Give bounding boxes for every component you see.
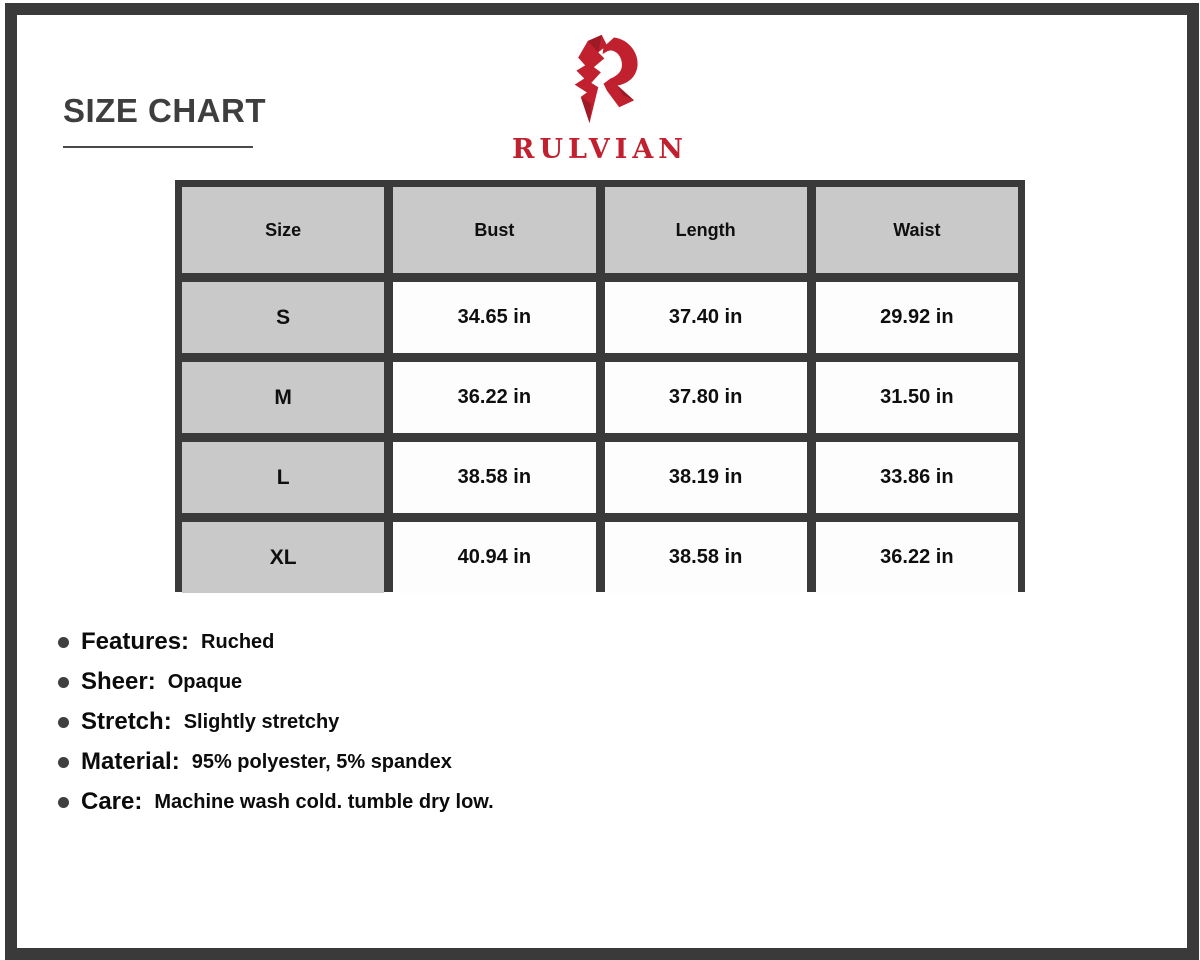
bust-value-cell: 36.22 in [393,362,595,433]
detail-value: Slightly stretchy [183,710,340,733]
waist-value-cell: 29.92 in [816,282,1018,353]
length-value-cell: 38.58 in [605,522,807,593]
length-value-cell: 37.40 in [605,282,807,353]
list-item [58,662,494,702]
detail-label: Stretch: [81,708,172,735]
bullet-icon [58,717,69,728]
size-label-cell: M [182,362,384,433]
column-header-size: Size [182,187,384,273]
list-item [58,742,494,782]
length-value-cell: 37.80 in [605,362,807,433]
column-header-waist: Waist [816,187,1018,273]
detail-label: Sheer: [81,668,156,695]
title-underline [63,146,253,148]
column-header-bust: Bust [393,187,595,273]
size-label-cell: S [182,282,384,353]
detail-value: Opaque [167,670,243,693]
brand-wordmark: RULVIAN [512,134,688,165]
bullet-icon [58,637,69,648]
size-label-cell: XL [182,522,384,593]
detail-label: Care: [81,788,143,815]
size-chart-header [63,92,266,148]
size-chart-table [175,180,1025,592]
size-label-cell: L [182,442,384,513]
detail-value: Machine wash cold. tumble dry low. [154,790,494,813]
bust-value-cell: 34.65 in [393,282,595,353]
detail-label: Features: [81,628,190,655]
detail-value: 95% polyester, 5% spandex [191,750,452,773]
length-value-cell: 38.19 in [605,442,807,513]
page-title: SIZE CHART [63,92,266,129]
bust-value-cell: 40.94 in [393,522,595,593]
bullet-icon [58,677,69,688]
column-header-length: Length [605,187,807,273]
waist-value-cell: 33.86 in [816,442,1018,513]
waist-value-cell: 31.50 in [816,362,1018,433]
list-item [58,622,494,662]
detail-label: Material: [81,748,180,775]
bullet-icon [58,797,69,808]
list-item [58,782,494,822]
product-details-list [58,622,494,822]
waist-value-cell: 36.22 in [816,522,1018,593]
list-item [58,702,494,742]
detail-value: Ruched [201,630,275,653]
bullet-icon [58,757,69,768]
bust-value-cell: 38.58 in [393,442,595,513]
